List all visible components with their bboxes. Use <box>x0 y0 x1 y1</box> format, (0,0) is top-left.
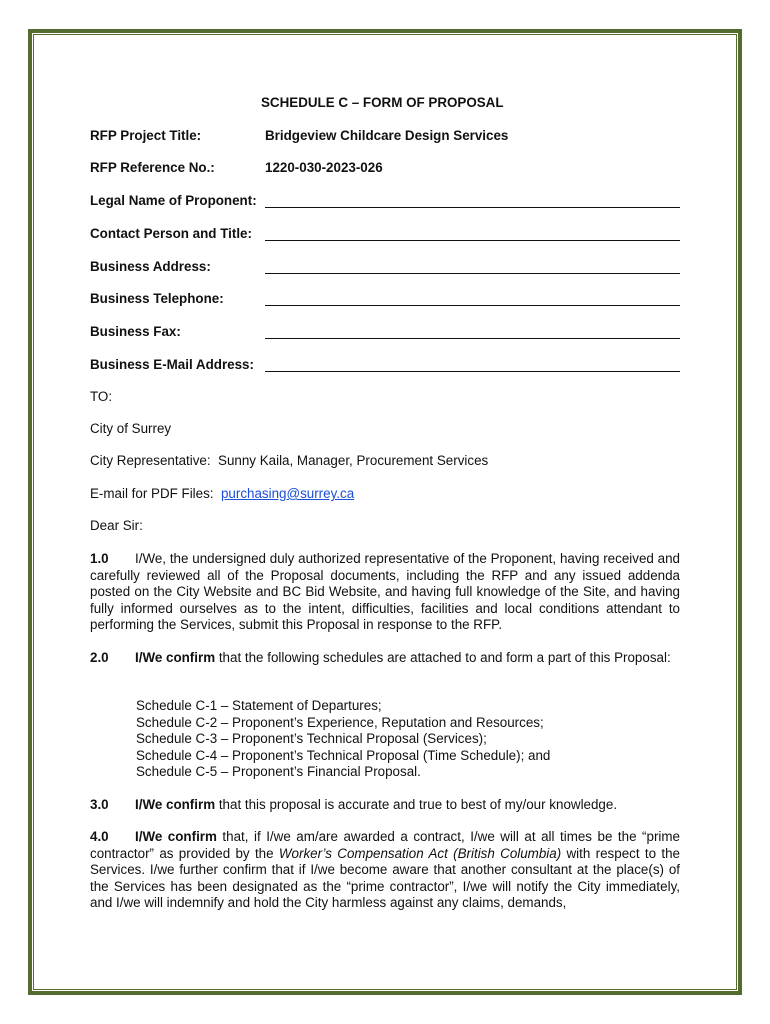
reference-row <box>90 160 680 177</box>
schedule-item: Schedule C-5 – Proponent’s Financial Proposal. <box>136 764 421 780</box>
field-label: Legal Name of Proponent: <box>90 193 257 208</box>
project-title-label: RFP Project Title: <box>90 128 202 143</box>
schedule-list <box>136 698 550 781</box>
input-line[interactable] <box>265 207 680 208</box>
document-title: SCHEDULE C – FORM OF PROPOSAL <box>261 95 504 110</box>
field-business-fax[interactable] <box>90 324 680 341</box>
input-line[interactable] <box>265 273 680 274</box>
section-number: 4.0 <box>90 829 109 844</box>
project-title-value: Bridgeview Childcare Design Services <box>265 128 509 143</box>
input-line[interactable] <box>265 240 680 241</box>
section-bold: I/We confirm <box>135 797 216 812</box>
reference-label: RFP Reference No.: <box>90 160 215 175</box>
section-number: 2.0 <box>90 650 109 665</box>
section-text: that the following schedules are attached to and form a part of this Proposal: <box>215 650 671 665</box>
to-label: TO: <box>90 389 113 404</box>
field-label: Contact Person and Title: <box>90 226 252 241</box>
rep-label: City Representative: <box>90 453 211 468</box>
email-label: E-mail for PDF Files: <box>90 486 214 501</box>
section-1 <box>90 551 680 634</box>
section-bold: I/We confirm <box>135 829 217 844</box>
section-italic: Worker’s Compensation Act (British Columbia) <box>278 845 562 861</box>
field-business-telephone[interactable] <box>90 291 680 308</box>
section-number: 1.0 <box>90 551 109 566</box>
field-label: Business Telephone: <box>90 291 224 306</box>
schedule-item: Schedule C-4 – Proponent’s Technical Proposal (Time Schedule); and <box>136 747 551 763</box>
section-3 <box>90 797 680 814</box>
input-line[interactable] <box>265 305 680 306</box>
city-representative <box>90 453 488 468</box>
section-text: that, if I/we am/are awarded a contract, I/we will at all times be the “prime contractor” as provided by the <box>90 829 680 861</box>
schedule-item: Schedule C-2 – Proponent’s Experience, Reputation and Resources; <box>136 714 544 730</box>
field-business-address[interactable] <box>90 259 680 276</box>
salutation: Dear Sir: <box>90 518 143 533</box>
field-label: Business E-Mail Address: <box>90 357 254 372</box>
schedule-item: Schedule C-3 – Proponent’s Technical Proposal (Services); <box>136 731 487 747</box>
schedule-item: Schedule C-1 – Statement of Departures; <box>136 698 382 713</box>
field-contact-person[interactable] <box>90 226 680 243</box>
email-row <box>90 486 354 501</box>
section-bold: I/We confirm <box>135 650 216 665</box>
field-label: Business Fax: <box>90 324 181 339</box>
project-title-row <box>90 128 680 145</box>
field-label: Business Address: <box>90 259 211 274</box>
reference-value: 1220-030-2023-026 <box>265 160 383 175</box>
rep-value: Sunny Kaila, Manager, Procurement Services <box>218 453 489 468</box>
city-name: City of Surrey <box>90 421 172 436</box>
input-line[interactable] <box>265 371 680 372</box>
section-text: that this proposal is accurate and true to best of my/our knowledge. <box>215 797 618 812</box>
field-legal-name[interactable] <box>90 193 680 210</box>
section-2 <box>90 650 680 667</box>
section-text: I/We, the undersigned duly authorized representative of the Proponent, having received and carefully reviewed all of the Proposal documents, including the RFP and any issued addenda posted on the City Website and BC Bid Website, and having full knowledge of the Site, and having fully informed ourselves as to the intent, difficulties, facilities and local conditions attendant to performing the Services, submit this Proposal in response to the RFP. <box>90 551 680 633</box>
section-4 <box>90 829 680 912</box>
section-text: with respect to the Services. I/we further confirm that if I/we become aware that another consultant at the place(s) of the Services has been designated as the “prime contractor”, I/we will notify the City immediately, and I/we will indemnify and hold the City harmless against any claims, demands, <box>90 845 680 911</box>
field-business-email[interactable] <box>90 357 680 374</box>
section-number: 3.0 <box>90 797 109 812</box>
input-line[interactable] <box>265 338 680 339</box>
email-link[interactable]: purchasing@surrey.ca <box>220 486 355 501</box>
